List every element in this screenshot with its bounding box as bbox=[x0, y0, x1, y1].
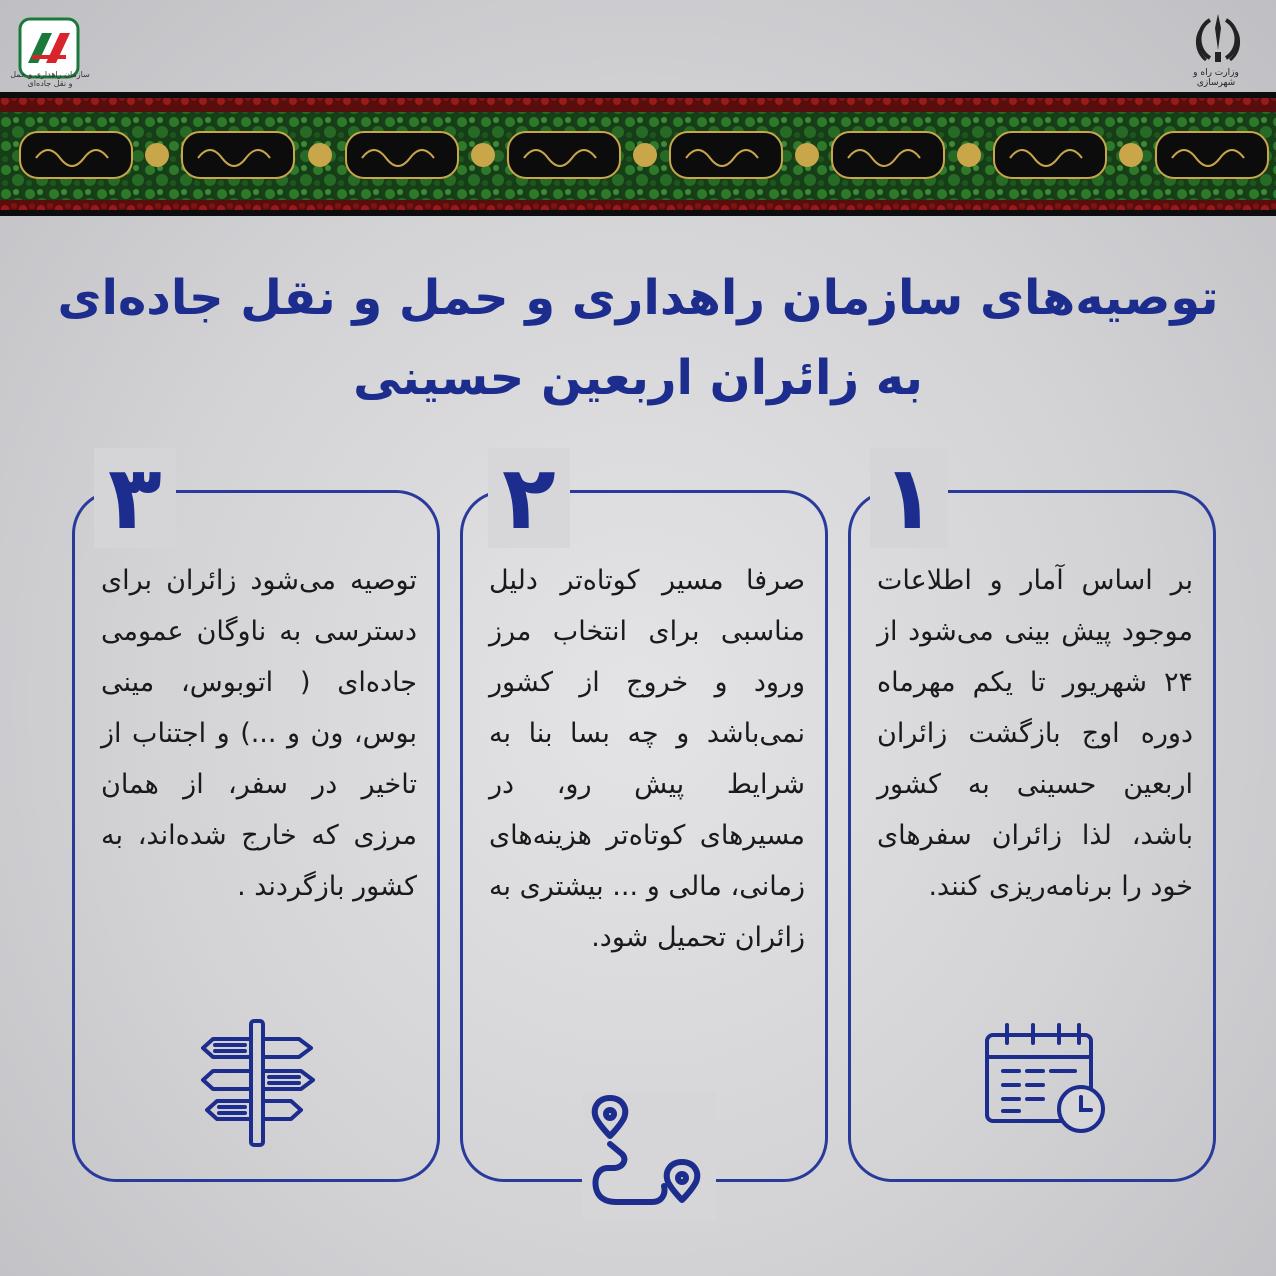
rmto-logo-caption: سازمان راهداری و حمل و نقل جاده‌ای bbox=[10, 70, 90, 88]
route-pin-icon bbox=[582, 1092, 716, 1220]
title-line-2: به زائران اربعین حسینی bbox=[353, 350, 923, 406]
iran-emblem-icon bbox=[1188, 10, 1248, 66]
card-1-number: ۱ bbox=[870, 448, 948, 548]
decorative-banner bbox=[0, 92, 1276, 216]
header bbox=[0, 0, 1276, 90]
card-2-number: ۲ bbox=[488, 448, 570, 548]
signpost-icon bbox=[199, 1017, 321, 1147]
card-1 bbox=[848, 490, 1216, 1182]
page-title bbox=[0, 258, 1276, 418]
calendar-clock-icon bbox=[981, 1017, 1111, 1137]
card-3-text: توصیه می‌شود زائران برای دسترسی به ناوگان عمومی جاده‌ای ( اتوبوس، مینی بوس، ون و ...) و اجتناب از تاخیر در سفر، از همان مرزی که خارج شده‌اند، به کشور بازگردند . bbox=[101, 565, 417, 902]
title-line-1: توصیه‌های سازمان راهداری و حمل و نقل جاده‌ای bbox=[57, 270, 1219, 326]
ministry-logo-caption: وزارت راه و شهرسازی bbox=[1193, 68, 1239, 88]
card-3-number: ۳ bbox=[94, 448, 176, 548]
card-3 bbox=[72, 490, 440, 1182]
card-2 bbox=[460, 490, 828, 1182]
card-2-text: صرفا مسیر کوتاه‌تر دلیل مناسبی برای انتخاب مرز ورود و خروج از کشور نمی‌باشد و چه بسا بنا به شرایط پیش رو، در مسیرهای کوتاه‌تر هزینه‌های زمانی، مالی و ... بیشتری به زائران تحمیل شود. bbox=[489, 565, 805, 953]
card-1-text: بر اساس آمار و اطلاعات موجود پیش بینی می‌شود از ۲۴ شهریور تا یکم مهرماه دوره اوج بازگشت زائران اربعین حسینی به کشور باشد، لذا زائران سفرهای خود را برنامه‌ریزی کنند. bbox=[877, 565, 1193, 902]
